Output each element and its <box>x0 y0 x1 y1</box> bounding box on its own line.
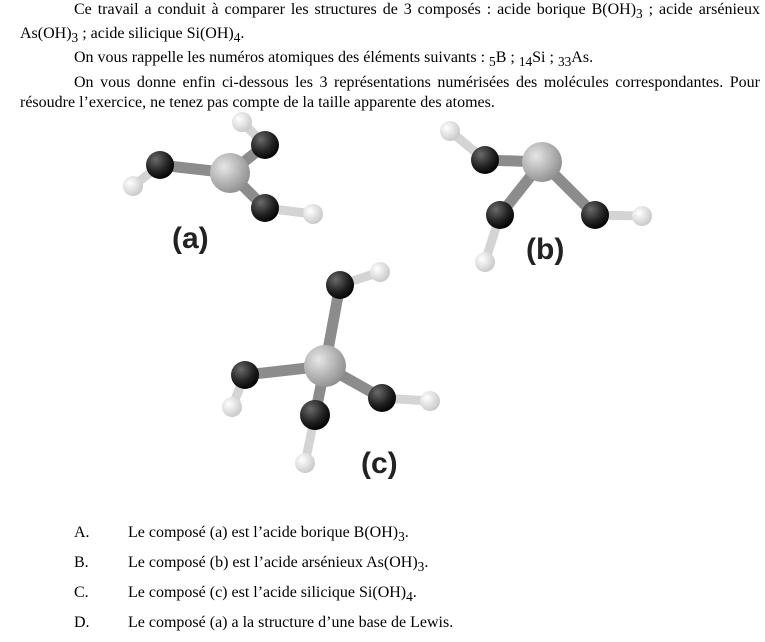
molecule-c-oxygen-4 <box>300 400 330 430</box>
molecule-b <box>440 121 652 272</box>
molecule-c-hydrogen-4 <box>295 453 315 473</box>
option-text: Le composé (b) est l’acide arsénieux As(OH) <box>128 554 418 571</box>
molecule-c-oxygen-3 <box>368 384 396 412</box>
molecule-figure <box>0 100 765 510</box>
intro-paragraph-2 <box>20 48 760 72</box>
molecule-c-hydrogen-2 <box>222 397 242 417</box>
intro-p1-text-d: . <box>240 25 245 43</box>
option-subscript: 4 <box>406 589 413 605</box>
molecule-c-label: (c) <box>361 447 398 480</box>
molecule-a-oxygen-3 <box>251 194 279 222</box>
intro-p1-sub-1: 3 <box>636 6 643 22</box>
molecule-c-hydrogen-1 <box>370 262 390 282</box>
intro-p1-text-b: ; acide arsénieux As(OH) <box>20 1 761 43</box>
element-b: B ; <box>495 49 519 67</box>
option-end: . <box>412 584 417 601</box>
option-text: Le composé (a) a la structure d’une base de Lewis. <box>128 614 454 631</box>
option-text: Le composé (a) est l’acide borique B(OH) <box>128 524 399 541</box>
option-c[interactable] <box>74 578 754 608</box>
molecule-c-oxygen-2 <box>231 361 259 389</box>
option-subscript: 3 <box>417 559 425 575</box>
molecule-c-hydrogen-3 <box>420 391 440 411</box>
molecule-b-oxygen-1 <box>471 146 499 174</box>
option-letter: C. <box>74 584 89 601</box>
option-d[interactable] <box>74 608 754 638</box>
molecule-c-oxygen-1 <box>326 271 354 299</box>
molecule-b-oxygen-3 <box>581 201 609 229</box>
molecule-c <box>222 262 440 480</box>
molecule-b-hydrogen-3 <box>632 206 652 226</box>
intro-p1-sub-2: 3 <box>71 30 79 46</box>
option-b[interactable] <box>74 548 754 578</box>
option-end: . <box>424 554 429 571</box>
molecule-a-hydrogen-1 <box>232 112 252 132</box>
molecule-b-label: (b) <box>526 233 565 266</box>
option-subscript: 3 <box>398 529 405 545</box>
intro-p1-sub-3: 4 <box>233 30 241 46</box>
option-letter: A. <box>74 524 90 541</box>
molecule-a-hydrogen-2 <box>123 176 143 196</box>
option-letter: D. <box>74 614 90 631</box>
molecule-b-hydrogen-2 <box>475 252 495 272</box>
answer-options <box>74 518 754 638</box>
option-letter: B. <box>74 554 89 571</box>
intro-p2-text: On vous rappelle les numéros atomiques des éléments suivants : <box>74 49 490 67</box>
atomic-number-b: 5 <box>489 54 496 70</box>
atomic-number-as: 33 <box>557 54 572 70</box>
molecule-a-hydrogen-3 <box>303 204 323 224</box>
molecule-b-hydrogen-1 <box>440 121 460 141</box>
molecule-a <box>123 112 323 255</box>
molecule-a-oxygen-1 <box>251 131 279 159</box>
option-end: . <box>404 524 409 541</box>
option-text: Le composé (c) est l’acide silicique Si(OH) <box>128 584 407 601</box>
option-a[interactable] <box>74 518 754 548</box>
molecule-a-oxygen-2 <box>146 151 174 179</box>
molecule-b-central-atom <box>522 142 562 182</box>
molecule-b-oxygen-2 <box>486 201 514 229</box>
intro-p1-text-a: Ce travail a conduit à comparer les structures de 3 composés : acide borique B(OH) <box>74 1 637 18</box>
molecule-c-central-atom <box>304 345 346 387</box>
element-as: As. <box>571 49 594 67</box>
intro-paragraph-3: On vous donne enfin ci-dessous les 3 représentations numérisées des molécules correspondantes. Pour résoudre l’exercice, ne tenez pas compte de la taille apparente des atomes. <box>20 73 760 111</box>
element-si: Si ; <box>532 49 558 67</box>
atomic-number-si: 14 <box>518 54 533 70</box>
molecule-a-central-atom <box>210 153 250 193</box>
intro-paragraph-1 <box>20 0 760 48</box>
intro-p1-text-c: ; acide silicique Si(OH) <box>78 25 234 43</box>
intro-text <box>20 0 760 113</box>
molecule-a-label: (a) <box>172 222 209 255</box>
